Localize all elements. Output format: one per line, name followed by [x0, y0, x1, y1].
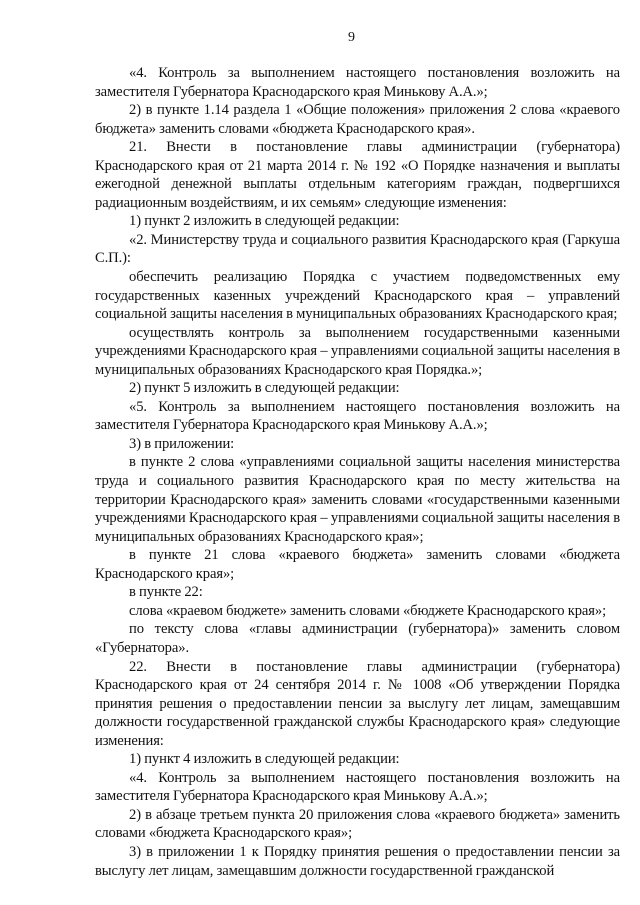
paragraph: осуществлять контроль за выполнением государственными казенными учреждениями Краснодарского края – управлениями социальной защиты населения в муниципальных образованиях Краснодарского края Порядка.»; — [95, 324, 620, 378]
paragraph: обеспечить реализацию Порядка с участием подведомственных ему государственных казенных учреждений Краснодарского края – управлений социальной защиты населения в муниципальных образованиях Краснодарского края; — [95, 269, 620, 323]
paragraph: 21. Внести в постановление главы администрации (губернатора) Краснодарского края от 21 марта 2014 г. № 192 «О Порядке назначения и выплаты ежегодной денежной выплаты отдельным категориям граждан, подвергшихся радиационным воздействиям, и их семьям» следующие изменения: — [95, 139, 620, 211]
paragraph: в пункте 2 слова «управлениями социальной защиты населения министерства труда и социального развития Краснодарского края по месту жительства на территории Краснодарского края» заменить словами «государственными казенными учреждениями Краснодарского края – управлениями социальной защиты населения в муниципальных образованиях Краснодарского края»; — [95, 454, 620, 545]
paragraph: в пункте 22: — [129, 584, 203, 601]
paragraph: 3) в приложении 1 к Порядку принятия решения о предоставлении пенсии за выслугу лет лицам, замещавшим должности государственной гражданской — [95, 843, 620, 879]
paragraph: 2) в абзаце третьем пункта 20 приложения слова «краевого бюджета» заменить словами «бюджета Краснодарского края»; — [95, 806, 620, 842]
paragraph: 1) пункт 4 изложить в следующей редакции: — [129, 751, 400, 768]
paragraph: 3) в приложении: — [129, 435, 235, 452]
paragraph: «4. Контроль за выполнением настоящего постановления возложить на заместителя Губернатора Краснодарского края Минькову А.А.»; — [95, 65, 620, 100]
paragraph: по тексту слова «главы администрации (губернатора)» заменить словом «Губернатора». — [95, 621, 620, 656]
paragraph: «4. Контроль за выполнением настоящего постановления возложить на заместителя Губернатора Краснодарского края Минькову А.А.»; — [95, 769, 620, 805]
paragraph: 2) в пункте 1.14 раздела 1 «Общие положения» приложения 2 слова «краевого бюджета» заменить словами «бюджета Краснодарского края». — [95, 102, 620, 137]
paragraph: «2. Министерству труда и социального развития Краснодарского края (Гаркуша С.П.): — [95, 231, 620, 267]
paragraph: 1) пункт 2 изложить в следующей редакции: — [129, 213, 400, 230]
paragraph: 2) пункт 5 изложить в следующей редакции: — [129, 380, 400, 397]
paragraph: 22. Внести в постановление главы администрации (губернатора) Краснодарского края от 24 сентября 2014 г. № 1008 «Об утверждении Порядка принятия решения о предоставлении пенсии за выслугу лет лицам, замещавшим должности государственной гражданской службы Краснодарского края» следующие изменения: — [95, 658, 620, 749]
page-number: 9 — [348, 30, 355, 45]
paragraph: в пункте 21 слова «краевого бюджета» заменить словами «бюджета Краснодарского края»; — [95, 547, 620, 582]
paragraph: слова «краевом бюджете» заменить словами «бюджете Краснодарского края»; — [129, 602, 607, 619]
document-body — [95, 64, 620, 880]
paragraph: «5. Контроль за выполнением настоящего постановления возложить на заместителя Губернатора Краснодарского края Минькову А.А.»; — [95, 398, 620, 434]
